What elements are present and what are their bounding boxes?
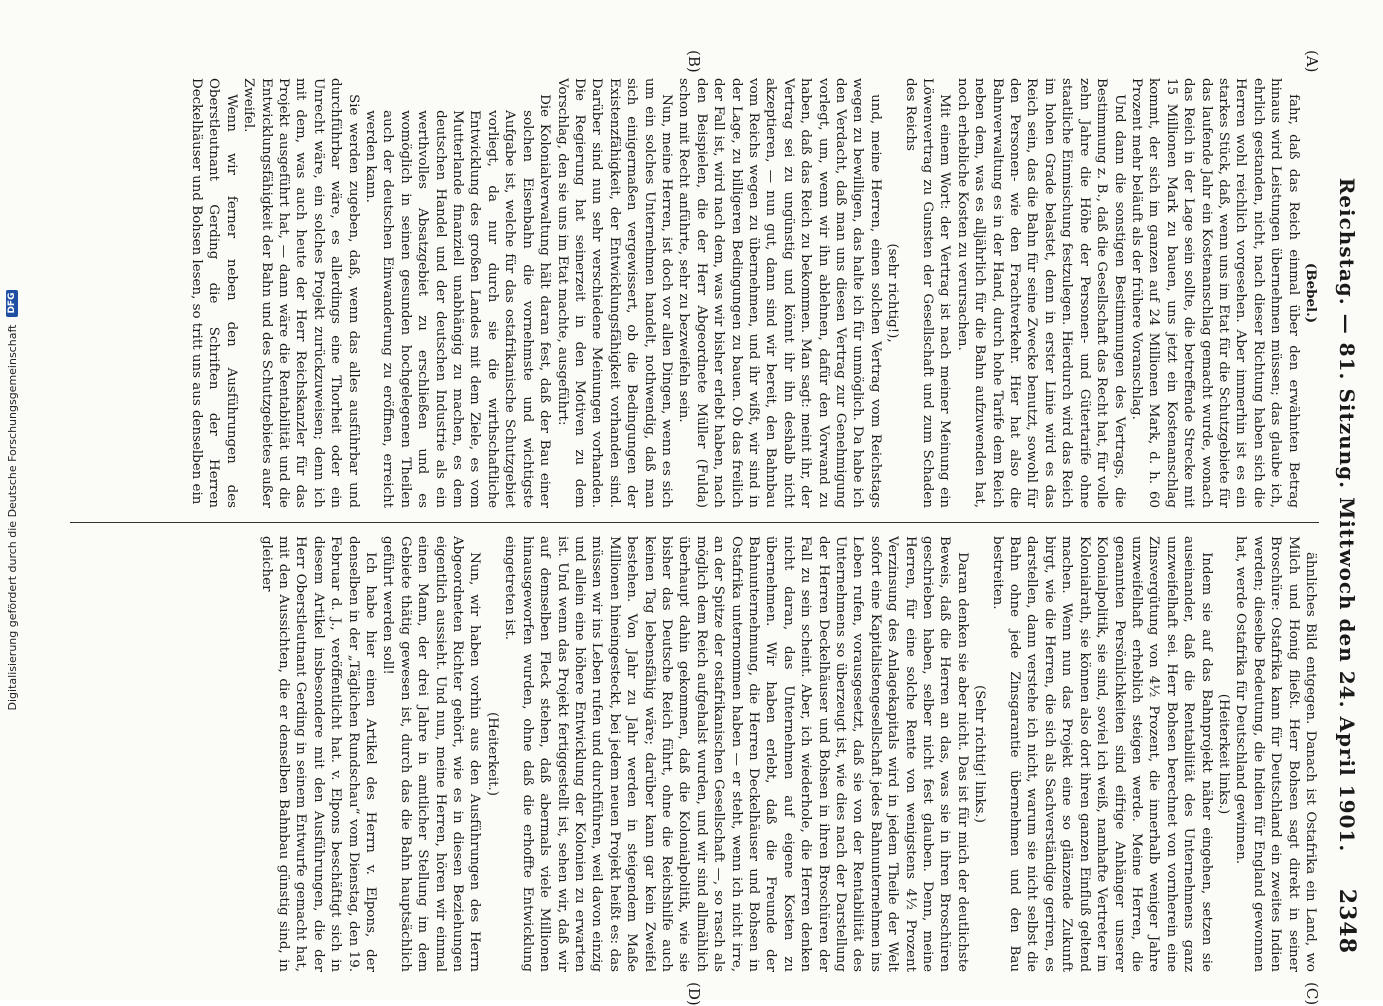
- dfg-logo-icon: DFG: [6, 290, 18, 317]
- paragraph: Nun, meine Herren, ist doch vor allen Dingen, wenn es sich um ein solches Unternehmen handelt, nothwendig, daß man sich einigermaßen vergewissert, ob die Bedingungen der Existenzfähigkeit, der Entwicklungsfähigkeit vorhanden sind. Darüber sind nun sehr verschiedene Meinungen vorhanden. Die Regierung hat seinerzeit in den Motiven zu dem Vorschlag, den sie uns im Etat machte, ausgeführt:: [554, 78, 674, 508]
- margin-marker-a: (A): [1303, 50, 1321, 73]
- paragraph: Mit einem Wort: der Vertrag ist nach meiner Meinung ein Löwenvertrag zu Gunsten der Gesellschaft und zum Schaden des Reichs: [902, 78, 953, 508]
- page-header: [1329, 70, 1365, 960]
- speaker-name: (Bebel.): [1303, 262, 1319, 324]
- digitization-credit: [0, 0, 24, 1000]
- interjection: (Heiterkeit links.): [1215, 693, 1231, 815]
- credit-text: Digitalisierung gefördert durch die Deutsche Forschungsgemeinschaft: [5, 324, 19, 711]
- paragraph: Nun, wir haben vorhin aus den Ausführungen des Herrn Abgeordneten Richter gehört, wie es in diesen Beziehungen eigentlich aussieht. Und nun, meine Herren, hören wir einmal einen Mann, der drei Jahre in amtlicher Stellung im dem Gebiete thätig gewesen ist, durch das die Bahn hauptsächlich geführt werden soll!: [380, 536, 483, 972]
- paragraph: Daran denken sie aber nicht. Das ist für mich der deutlichste Beweis, daß die Herren an das, was sie in ihren Broschüren geschrieben haben, selber nicht fest glauben. Denn, meine Herren, für eine solche Rente von wenigstens 4½ Prozent Verzinsung des Anlagekapitals wird in jedem Theile der Welt sofort eine Kapitalistengesellschaft jedes Bahnunternehmen ins Leben rufen, vorausgesetzt, daß sie von der Rentabilität des Unternehmens so überzeugt ist, wie dies nach der Darstellung der Herren Deckelhäuser und Bohsen in ihren Broschüren der Fall zu sein scheint. Aber, ich wiederhole, die Herren denken nicht daran, das Unternehmen auf eigene Kosten zu übernehmen. Wir haben erlebt, daß die Freunde der Bahnunternehmung, die Herren Deckelhäuser und Bohsen in Ostafrika unternommen haben — er steht, wenn ich nicht irre, an der Spitze der ostafrikanischen Gesellschaft —, so rasch als möglich dem Reich aufgehalst wurden, und wir sind allmählich überhaupt dahin gekommen, daß die Kolonialpolitik, wie sie bisher das Deutsche Reich führt, ohne die Reichshilfe auch keinen Tag lebensfähig wäre; darüber kann gar kein Zweifel bestehen. Von Jahr zu Jahr werden in steigendem Maße Millionen hineingesteckt, bei jedem neuen Projekt heißt es: das müssen wir ins Leben rufen und durchführen, weil davon einzig und allein eine höhere Entwicklung der Kolonien zu erwarten ist. Und wenn das Projekt fertiggestellt ist, sehen wir, daß wir auf demselben Fleck stehen, daß abermals viele Millionen hinausgeworfen wurden, ohne daß die erhoffte Entwicklung eingetreten ist.: [502, 536, 970, 972]
- interjection: (Heiterkeit.): [484, 712, 500, 796]
- margin-marker-b: (B): [685, 50, 703, 73]
- interjection: (Sehr richtig! links.): [972, 685, 988, 823]
- column-divider: [70, 522, 1319, 523]
- left-text-column: [62, 78, 1319, 508]
- margin-marker-c: (C): [1303, 982, 1321, 1006]
- paragraph: Ich habe hier einen Artikel des Herrn v. Elpons, der denselben in der „Täglichen Rundschau“ vom Dienstag, den 19. Februar d. J., veröffentlicht hat. v. Elpons beschäftigt sich in diesem Artikel insbesondere mit den Ausführungen, die der Herr Oberstleutnant Gerding in seinem Entwurfe gemacht hat, mit den Aussichten, die er denselben Bahnbau günstig sind, in gleicher: [258, 536, 379, 972]
- paragraph: Sie werden zugeben, daß, wenn das alles ausführbar und durchführbar wäre, es allerdings eine Thorheit oder ein Unrecht wäre, ein solches Projekt zurückzuweisen; denn ich mit dem, was auch heute der Herr Reichskanzler für das Projekt ausgeführt hat, — dann wäre die Rentabilität und die Entwicklungsfähigkeit der Bahn und des Schutzgebietes außer Zweifel.: [241, 78, 361, 508]
- header-title: Reichstag. — 81. Sitzung. Mittwoch den 24. April 1901.: [1335, 177, 1359, 853]
- paragraph: Wenn wir ferner neben den Ausführungen des Oberstleutnant Gerding die Schriften der Herren Deckelhäuser und Bohsen lesen, so tritt uns aus denselben ein: [189, 78, 239, 508]
- paragraph: und, meine Herren, einen solchen Vertrag vom Reichstags wegen zu bewilligen, das halte ich für unmöglich. Da habe ich den Verdacht, daß man uns diesen Vertrag zur Genehmigung vorlegt, um, wenn wir ihn ablehnen, dafür den Vorwand zu haben, daß das Reich zu bekommen. Man sagt: meint ihr, der Vertrag sei zu ungünstig und könnt ihr ihn deshalb nicht akzeptieren, — nun gut, dann sind wir bereit, den Bahnbau vom Reichs wegen zu übernehmen, und ihr wißt, wir sind in der Lage, zu billigeren Bedingungen zu bauen. Ob das freilich der Fall ist, wird nach dem, was wir bisher erlebt haben, nach den Beispielen, die der Herr Abgeordnete Müller (Fulda) schon mit Recht anführte, sehr zu bezweifeln sein.: [676, 78, 883, 508]
- paragraph: ähnliches Bild entgegen. Danach ist Ostafrika ein Land, wo Milch und Honig fließt. Herr Bohsen sagt direkt in seiner Broschüre: Ostafrika kann für Deutschland ein zweites Indien werden; dieselbe Bedeutung, die Indien für England gewonnen hat, werde Ostafrika für Deutschland gewinnen.: [1233, 536, 1318, 972]
- paragraph: Und dann die sonstigen Bestimmungen des Vertrags, die Bestimmung z. B., daß die Gesellschaft das Recht hat, für volle zehn Jahre die Höhe der Personen- und Gütertarife ohne staatliche Einmischung festzulegen. Hierdurch wird das Reich im hohen Grade belastet, denn in erster Linie wird es das Reich sein, das die Bahn für seine Zwecke benutzt, sowohl für den Personen- wie den Frachtverkehr. Hier hat also die Bahnverwaltung es in der Hand, durch hohe Tarife dem Reich neben dem, was es alljährlich für die Bahn aufzuwenden hat, noch erhebliche Kosten zu verursachen.: [954, 78, 1127, 508]
- quoted-passage: Die Kolonialverwaltung hält daran fest, daß der Bau einer solchen Eisenbahn die vornehmste und wichtigste Aufgabe ist, welche für das ostafrikanische Schutzgebiet vorliegt, da nur durch sie die wirthschaftliche Entwicklung des großen Landes mit dem Ziele, es vom Mutterlande finanziell unabhängig zu machen, es dem deutschen Handel und der deutschen Industrie als ein werthvolles Absatzgebiet zu erschließen und es womöglich in seinen gesunden hochgelegenen Theilen auch der deutschen Einwanderung zu eröffnen, erreicht werden kann.: [363, 94, 553, 508]
- right-text-column: [62, 536, 1319, 972]
- paragraph: Indem sie auf das Bahnprojekt näher eingehen, setzen sie auseinander, daß die Rentabilität des Unternehmens ganz unzweifelhaft sei. Herr Bohsen berechnet von vornherein eine Zinsvergütung von 4½ Prozent, die innerhalb weniger Jahre unzweifelhaft erheblich steigen werde. Meine Herren, die genannten Persönlichkeiten sind eifrige Anhänger unserer Kolonialpolitik, sie sind, soviel ich weiß, namhafte Vertreter im Kolonialrath, sie können also dort ihren ganzen Einfluß geltend machen. Wenn nun das Projekt eine so glänzende Zukunft birgt, wie die Herren, die sich als Sachverständige geriren, es darstellen, dann verstehe ich nicht, warum sie nicht selbst die Bahn ohne jede Zinsgarantie übernehmen und den Bau bestreiten.: [989, 536, 1214, 972]
- page-number: 2348: [1334, 888, 1360, 954]
- interjection: (sehr richtig!),: [885, 243, 901, 343]
- paragraph: fahr, daß das Reich einmal über den erwähnten Betrag hinaus wird Leistungen übernehmen müssen; das glaube ich, ehrlich gestanden, nicht, nach dieser Richtung haben sich die Herren wohl reichlich vorgesehen. Aber immerhin ist es ein starkes Stück, daß, wenn uns im Etat für die Schutzgebiete für das laufende Jahr ein Kostenanschlag gemacht wurde, wonach das Reich in der Lage sein sollte, die betreffende Strecke mit 15 Millionen Mark zu bauen, uns jetzt ein Kostenanschlag kommt, der sich im ganzen auf 24 Millionen Mark, d. h. 60 Prozent mehr beläuft als der frühere Voranschlag.: [1128, 78, 1301, 508]
- margin-marker-d: (D): [685, 982, 703, 1006]
